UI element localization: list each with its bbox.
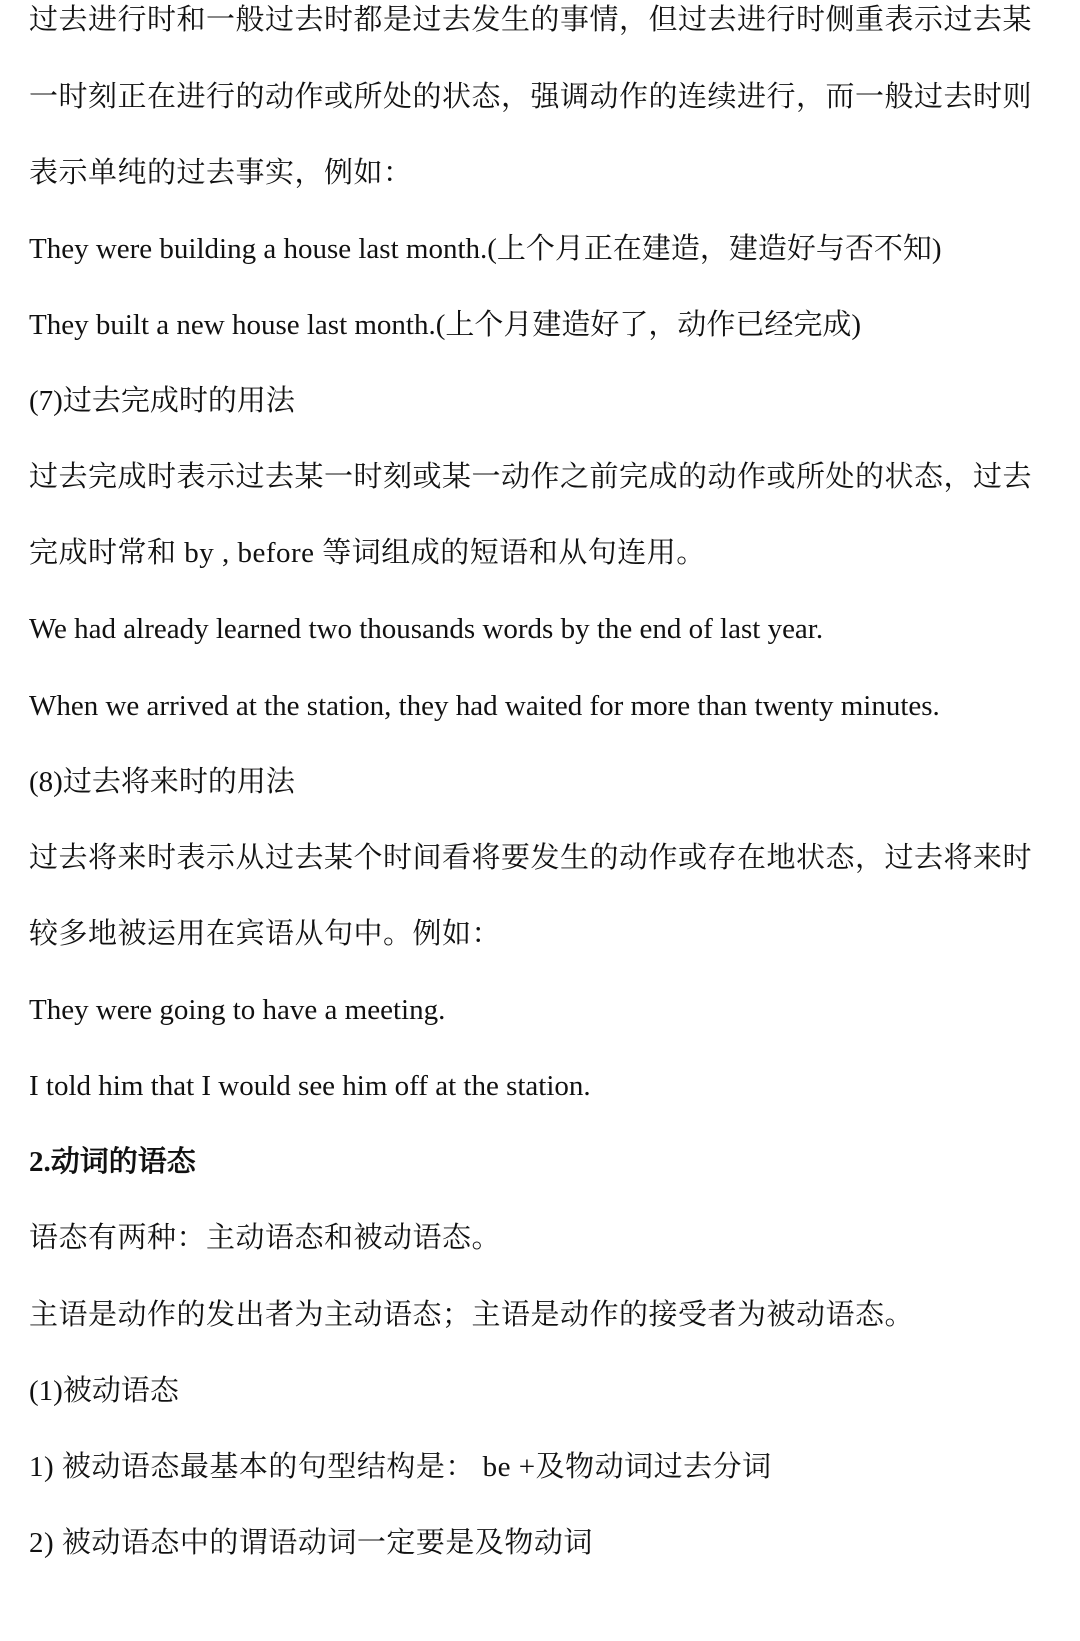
example-sentence: They were building a house last month.(上个月正在建造，建造好与否不知) [29,233,942,265]
section-title: 2.动词的语态 [29,1146,196,1178]
paragraph-line: 表示单纯的过去事实，例如： [29,157,413,189]
section-heading: (7)过去完成时的用法 [29,385,295,417]
paragraph-line: 主语是动作的发出者为主动语态；主语是动作的接受者为被动语态。 [29,1299,915,1331]
list-item: 1) 被动语态最基本的句型结构是： be +及物动词过去分词 [29,1451,772,1483]
paragraph-line: 较多地被运用在宾语从句中。例如： [29,918,502,950]
paragraph-line: 过去完成时表示过去某一时刻或某一动作之前完成的动作或所处的状态，过去 [29,461,1033,493]
example-sentence: I told him that I would see him off at the station. [29,1070,591,1102]
paragraph-line: 过去进行时和一般过去时都是过去发生的事情，但过去进行时侧重表示过去某 [29,4,1033,36]
paragraph-line: 过去将来时表示从过去某个时间看将要发生的动作或存在地状态，过去将来时 [29,842,1033,874]
paragraph-line: 完成时常和 by , before 等词组成的短语和从句连用。 [29,537,706,569]
example-sentence: They built a new house last month.(上个月建造好了，动作已经完成) [29,309,862,341]
section-heading: (1)被动语态 [29,1375,179,1407]
paragraph-line: 语态有两种：主动语态和被动语态。 [29,1222,502,1254]
example-sentence: When we arrived at the station, they had waited for more than twenty minutes. [29,690,940,722]
paragraph-line: 一时刻正在进行的动作或所处的状态，强调动作的连续进行，而一般过去时则 [29,81,1033,113]
list-item: 2) 被动语态中的谓语动词一定要是及物动词 [29,1527,593,1559]
example-sentence: We had already learned two thousands words by the end of last year. [29,613,824,645]
example-sentence: They were going to have a meeting. [29,994,446,1026]
section-heading: (8)过去将来时的用法 [29,766,295,798]
